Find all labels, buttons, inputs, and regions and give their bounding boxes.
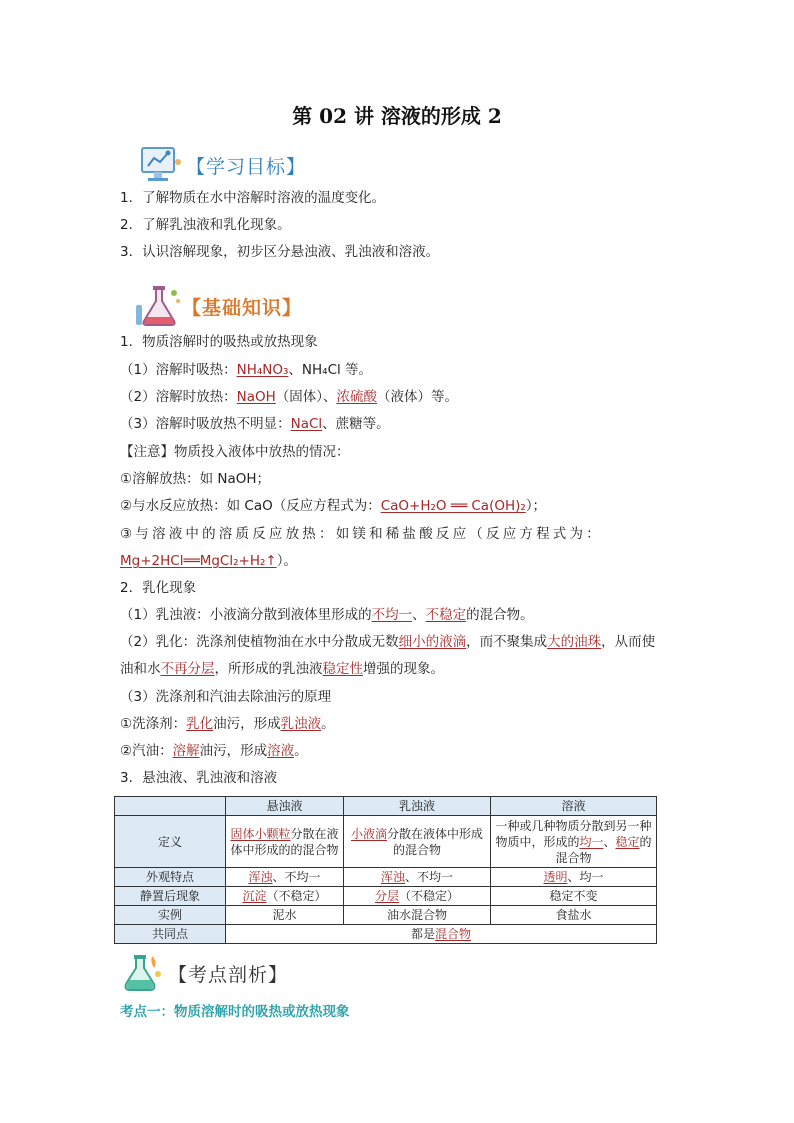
text-segment: ）。 (276, 553, 297, 569)
row-label: 外观特点 (115, 868, 226, 887)
text-segment: 、NH₄Cl 等。 (288, 362, 373, 378)
text-segment: ②汽油： (120, 743, 173, 759)
basic-line (120, 605, 534, 625)
text-segment: 、 (412, 607, 426, 623)
text-segment: 的混合物 (555, 834, 652, 865)
goal-item: 1．了解物质在水中溶解时溶液的温度变化。 (120, 190, 386, 206)
text-segment: （3）溶解时吸放热不明显： (120, 416, 291, 432)
row-label: 定义 (115, 816, 226, 868)
text-segment: ，而不聚集成 (466, 634, 548, 650)
basic-heading-1: 1．物质溶解时的吸热或放热现象 (120, 334, 318, 350)
basic-line (120, 387, 458, 407)
basic-line (120, 741, 308, 761)
text-segment: 一种或几种物质分散到另一种物质中，形成的 (495, 818, 652, 849)
table-row (115, 816, 657, 868)
answer-blank: NaOH (236, 389, 276, 405)
text-segment: ）； (525, 498, 547, 514)
text-segment: 、不均一 (405, 870, 454, 884)
answer-blank: 浑浊 (380, 870, 405, 884)
text-segment: 、 (603, 834, 616, 849)
answer-blank: 混合物 (435, 927, 472, 941)
table-row (115, 868, 657, 887)
text-segment: 、均一 (567, 870, 604, 884)
basic-heading-2: 2．乳化现象 (120, 580, 197, 596)
text-segment: 。 (321, 716, 335, 732)
table-cell: 油水混合物 (344, 906, 491, 925)
text-segment: ，所形成的乳浊液 (214, 661, 323, 677)
text-segment: ②与水反应放热：如 CaO（反应方程式为： (120, 498, 381, 514)
text-segment: 增强的现象。 (363, 661, 444, 677)
table-cell (491, 868, 657, 887)
table-cell (226, 816, 344, 868)
text-segment: （2）乳化：洗涤剂使植物油在水中分散成无数 (120, 634, 399, 650)
answer-blank: 分层 (374, 889, 399, 903)
text-segment: （2）溶解时放热： (120, 389, 237, 405)
comparison-table (114, 796, 657, 944)
note-item (120, 496, 546, 516)
table-cell (491, 816, 657, 868)
table-cell: 稳定不变 (491, 887, 657, 906)
text-segment: 。 (294, 743, 308, 759)
table-header-row (115, 797, 657, 816)
answer-blank: 溶液 (267, 743, 295, 759)
answer-blank: 浓硫酸 (336, 389, 377, 405)
note-item: ①溶解放热：如 NaOH； (120, 471, 271, 487)
text-segment: 分散在液体中形成的的混合物 (230, 826, 339, 857)
answer-blank: Mg+2HCl══MgCl₂+H₂↑ (120, 553, 277, 569)
answer-blank: 不均一 (371, 607, 413, 623)
section-goals-header (138, 142, 306, 188)
table-cell: 泥水 (226, 906, 344, 925)
row-label: 实例 (115, 906, 226, 925)
text-segment: （液体）等。 (377, 389, 458, 405)
goal-item: 2．了解乳浊液和乳化现象。 (120, 217, 291, 233)
note-item: ③与溶液中的溶质反应放热：如镁和稀盐酸反应（反应方程式为： (120, 526, 603, 542)
study-board-icon (138, 142, 184, 188)
text-segment: （1）溶解时吸热： (120, 362, 237, 378)
flask-icon (134, 283, 180, 329)
table-cell (344, 816, 491, 868)
text-segment: （不稳定） (266, 889, 327, 903)
page-title: 第 02 讲 溶液的形成 2 (292, 104, 502, 128)
text-segment: 的混合物。 (466, 607, 534, 623)
row-label: 共同点 (115, 925, 226, 944)
answer-blank: NH₄NO₃ (236, 362, 289, 378)
table-cell (226, 925, 657, 944)
text-segment: （不稳定） (399, 889, 460, 903)
text-segment: ①洗涤剂： (120, 716, 187, 732)
basic-line (120, 659, 444, 679)
answer-blank: 溶解 (172, 743, 200, 759)
note-item (120, 551, 297, 571)
note-heading: 【注意】物质投入液体中放热的情况： (120, 444, 350, 460)
answer-blank: 稳定 (615, 834, 640, 849)
answer-blank: 小液滴 (350, 826, 387, 841)
answer-blank: 均一 (579, 834, 604, 849)
text-segment: 分散在液体中形成的混合物 (387, 826, 484, 857)
text-segment: 油和水 (120, 661, 161, 677)
basic-line (120, 360, 372, 380)
goal-item: 3．认识溶解现象，初步区分悬浊液、乳浊液和溶液。 (120, 244, 440, 260)
table-header-cell: 溶液 (491, 797, 657, 816)
answer-blank: 不稳定 (425, 607, 467, 623)
answer-blank: 乳化 (186, 716, 214, 732)
table-cell (226, 887, 344, 906)
answer-blank: 浑浊 (248, 870, 273, 884)
text-segment: 都是 (410, 927, 435, 941)
table-cell: 食盐水 (491, 906, 657, 925)
section-basic-header (134, 283, 302, 329)
text-segment: 、不均一 (272, 870, 321, 884)
answer-blank: 不再分层 (160, 661, 215, 677)
answer-blank: 沉淀 (242, 889, 267, 903)
section-analysis-label: 【考点剖析】 (168, 963, 289, 986)
answer-blank: 大的油珠 (547, 634, 602, 650)
table-header-cell: 乳浊液 (344, 797, 491, 816)
basic-line (120, 632, 655, 652)
text-segment: （1）乳浊液：小液滴分散到液体里形成的 (120, 607, 372, 623)
table-row (115, 906, 657, 925)
table-header-cell (115, 797, 226, 816)
basic-line (120, 414, 390, 434)
row-label: 静置后现象 (115, 887, 226, 906)
kaodian-heading: 考点一：物质溶解时的吸热或放热现象 (120, 1004, 350, 1020)
table-row (115, 925, 657, 944)
answer-blank: CaO+H₂O ══ Ca(OH)₂ (380, 498, 526, 514)
table-cell (226, 868, 344, 887)
basic-heading-3: 3．悬浊液、乳浊液和溶液 (120, 770, 278, 786)
section-basic-label: 【基础知识】 (182, 296, 303, 319)
basic-line (120, 714, 335, 734)
answer-blank: 细小的液滴 (398, 634, 467, 650)
text-segment: 油污，形成 (199, 743, 268, 759)
text-segment: ，从而使 (601, 634, 656, 650)
table-header-cell: 悬浊液 (226, 797, 344, 816)
text-segment: 油污，形成 (213, 716, 281, 732)
basic-line: （3）洗涤剂和汽油去除油污的原理 (120, 689, 332, 705)
answer-blank: NaCl (290, 416, 323, 432)
table-row (115, 887, 657, 906)
beaker-icon (120, 950, 166, 996)
table-cell (344, 868, 491, 887)
answer-blank: 稳定性 (322, 661, 363, 677)
text-segment: （固体）、 (275, 389, 337, 405)
section-goals-label: 【学习目标】 (186, 155, 307, 178)
answer-blank: 透明 (543, 870, 568, 884)
answer-blank: 乳浊液 (280, 716, 322, 732)
text-segment: 、蔗糖等。 (322, 416, 390, 432)
table-cell (344, 887, 491, 906)
section-analysis-header (120, 950, 288, 996)
answer-blank: 固体小颗粒 (230, 826, 291, 841)
